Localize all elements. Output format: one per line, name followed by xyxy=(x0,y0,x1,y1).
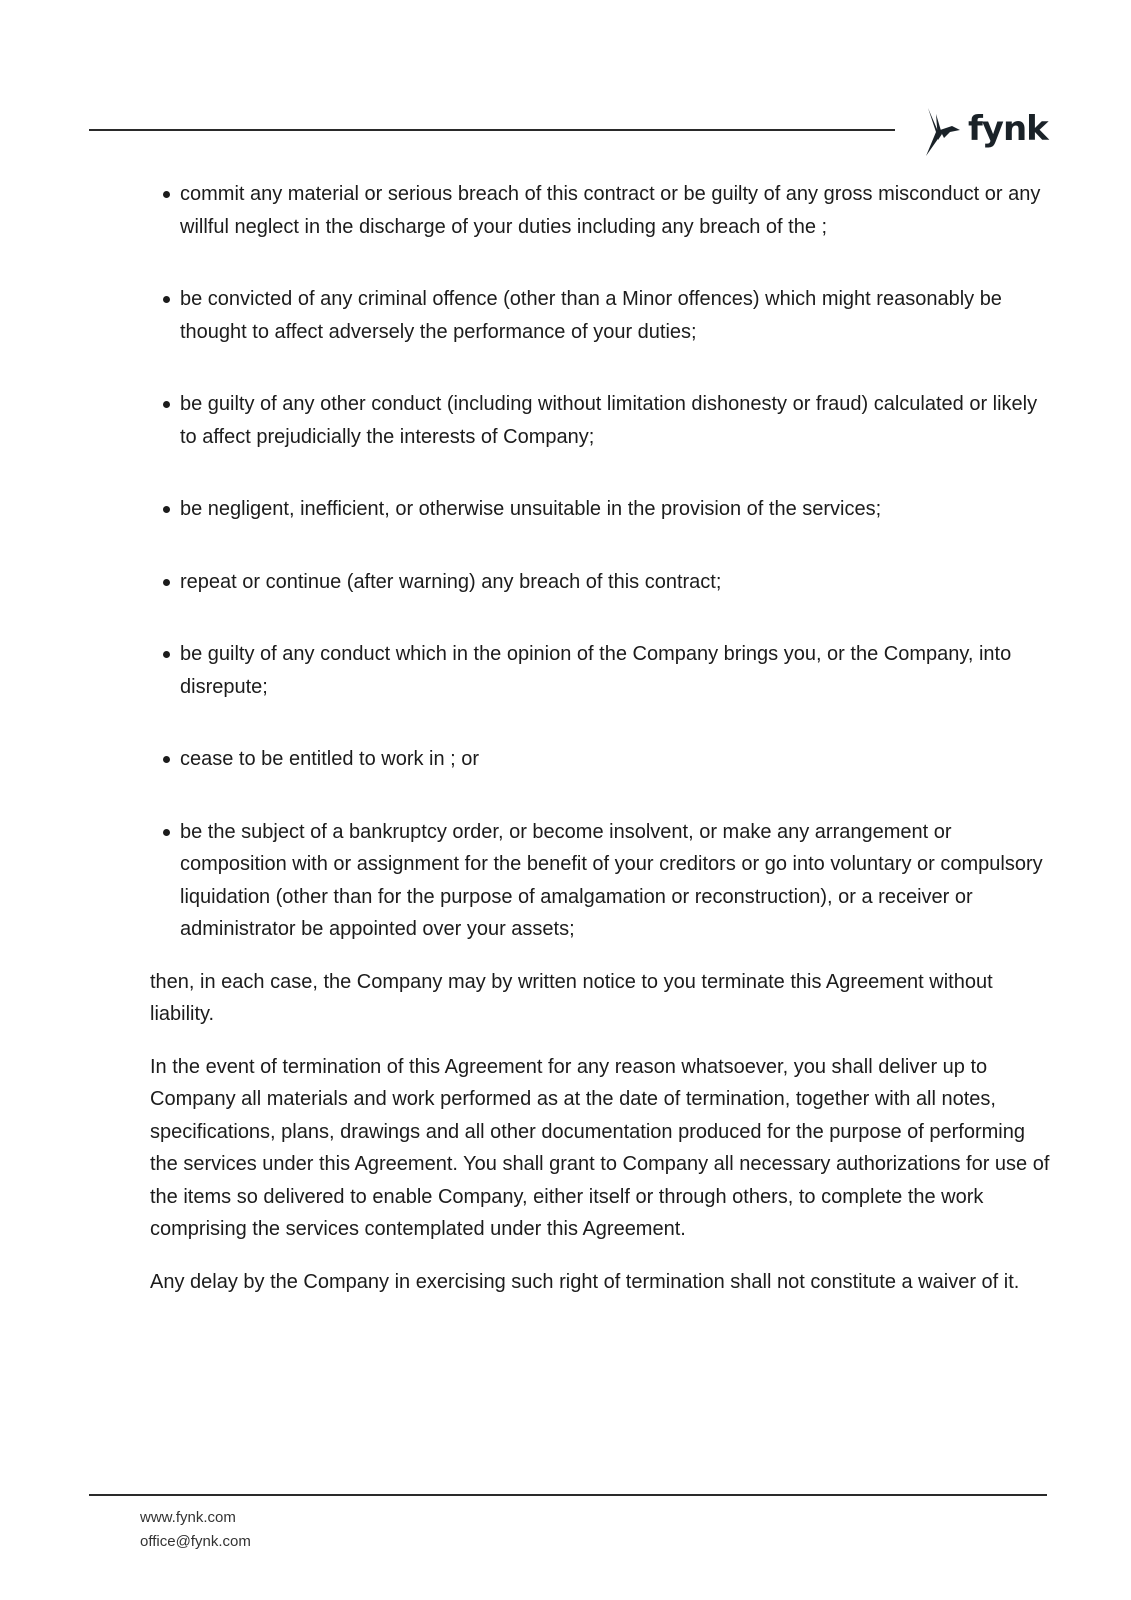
list-item: cease to be entitled to work in ; or xyxy=(150,743,1050,776)
footer-divider xyxy=(89,1494,1047,1496)
document-body xyxy=(150,178,1050,1318)
paragraph-termination-notice: then, in each case, the Company may by written notice to you terminate this Agreement without liability. xyxy=(150,970,993,1025)
footer xyxy=(140,1506,251,1554)
logo-wordmark: fynk xyxy=(968,109,1048,149)
bird-logo-icon xyxy=(918,106,962,158)
paragraph-deliver-materials: In the event of termination of this Agreement for any reason whatsoever, you shall deliver up to Company all materials and work performed as at the date of termination, together with all notes, specifications, plans, drawings and all other documentation produced for the purpose of performing the services under this Agreement. You shall grant to Company all necessary authorizations for use of the items so delivered to enable Company, either itself or through others, to complete the work comprising the services contemplated under this Agreement. xyxy=(150,1055,1050,1240)
list-item: be convicted of any criminal offence (other than a Minor offences) which might reasonably be thought to affect adversely the performance of your duties; xyxy=(150,283,1050,348)
list-item: commit any material or serious breach of this contract or be guilty of any gross misconduct or any willful neglect in the discharge of your duties including any breach of the ; xyxy=(150,178,1050,243)
paragraph-delay-waiver: Any delay by the Company in exercising such right of termination shall not constitute a waiver of it. xyxy=(150,1270,1020,1293)
fynk-logo xyxy=(918,104,1048,160)
footer-website-link[interactable]: www.fynk.com xyxy=(140,1509,236,1526)
termination-conditions-list xyxy=(150,178,1050,946)
list-item: be the subject of a bankruptcy order, or become insolvent, or make any arrangement or composition with or assignment for the benefit of your creditors or go into voluntary or compulsory liquidation (other than for the purpose of amalgamation or reconstruction), or a receiver or administrator be appointed over your assets; xyxy=(150,816,1050,946)
list-item: be guilty of any conduct which in the opinion of the Company brings you, or the Company, into disrepute; xyxy=(150,638,1050,703)
list-item: repeat or continue (after warning) any breach of this contract; xyxy=(150,566,1050,599)
list-item: be guilty of any other conduct (including without limitation dishonesty or fraud) calculated or likely to affect prejudicially the interests of Company; xyxy=(150,388,1050,453)
header-divider xyxy=(89,129,895,131)
footer-email-link[interactable]: office@fynk.com xyxy=(140,1533,251,1550)
list-item: be negligent, inefficient, or otherwise unsuitable in the provision of the services; xyxy=(150,493,1050,526)
